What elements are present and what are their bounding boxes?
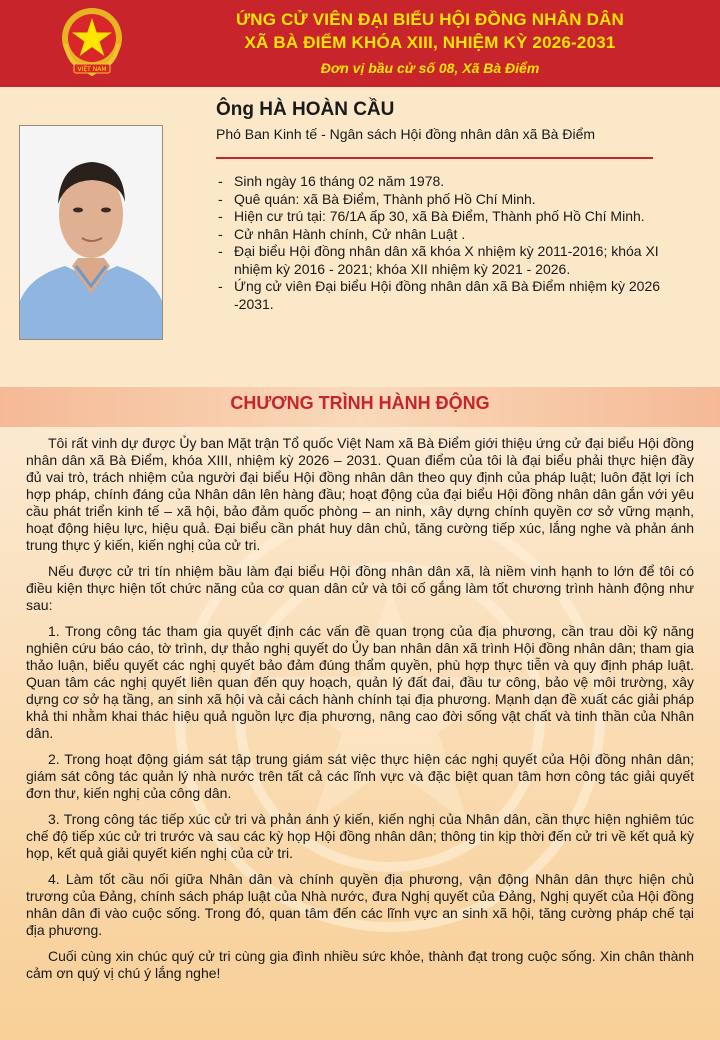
program-item-2: 2. Trong hoạt động giám sát tập trung giám sát việc thực hiện các nghị quyết của Hội đồng nhân dân; giám sát công tác quản lý nhà nước trên tất cả các lĩnh vực và đặc biệt quan tâm hơn công tác giải quyết đơn thư, kiến nghị của công dân.: [26, 751, 694, 801]
program-paragraph: Tôi rất vinh dự được Ủy ban Mặt trận Tổ quốc Việt Nam xã Bà Điểm giới thiệu ứng cử đại biểu Hội đồng nhân dân xã Bà Điểm, khóa XIII, nhiệm kỳ 2026 – 2031. Quan điểm của tôi là đại biểu phải thực hiện đầy đủ vai trò, trách nhiệm của người đại biểu Hội đồng nhân dân theo quy định của pháp luật; luôn đặt lợi ích hợp pháp, chính đáng của Nhân dân lên hàng đầu; hoạt động của đại biểu Hội đồng nhân dân gắn với yêu cầu phát triển kinh tế – xã hội, bảo đảm quốc phòng – an ninh, xây dựng chính quyền cơ sở vững mạnh, hoạt động hiệu lực, hiệu quả. Đại biểu cần phát huy dân chủ, tăng cường tiếp xúc, lắng nghe và phản ánh trung thực ý kiến, kiến nghị của cử tri.: [26, 435, 694, 553]
bio-item-hometown: - Quê quán: xã Bà Điểm, Thành phố Hồ Chí Minh.: [216, 191, 693, 209]
header-subtitle: Đơn vị bầu cử số 08, Xã Bà Điểm: [320, 60, 540, 76]
program-item-1: 1. Trong công tác tham gia quyết định các vấn đề quan trọng của địa phương, cần trau dồi kỹ năng nghiên cứu báo cáo, tờ trình, dự thảo nghị quyết do Ủy ban nhân dân xã trình Hội đồng nhân dân; tham gia thảo luận, biểu quyết các nghị quyết bảo đảm đúng thẩm quyền, phù hợp thực tiễn và quy định pháp luật. Quan tâm các nghị quyết liên quan đến quy hoạch, quản lý đất đai, đầu tư công, bảo vệ môi trường, xây dựng cơ sở hạ tầng, an sinh xã hội và cải cách hành chính tại địa phương. Mạnh dạn đề xuất các giải pháp khả thi nhằm khai thác hiệu quả nguồn lực địa phương, nâng cao đời sống vật chất và tinh thần của Nhân dân.: [26, 623, 694, 741]
candidate-photo: [19, 125, 163, 340]
bio-item-residence: - Hiện cư trú tại: 76/1A ấp 30, xã Bà Điểm, Thành phố Hồ Chí Minh.: [216, 208, 693, 226]
profile-divider: [216, 157, 653, 159]
header-title-line2: XÃ BÀ ĐIỂM KHÓA XIII, NHIỆM KỲ 2026-2031: [244, 33, 616, 52]
bio-item-past-terms: - Đại biểu Hội đồng nhân dân xã khóa X nhiệm kỳ 2011-2016; khóa XI nhiệm kỳ 2016 - 2021; khóa XII nhiệm kỳ 2021 - 2026.: [216, 243, 693, 278]
portrait-image: [20, 126, 162, 339]
bio-list: [216, 173, 693, 313]
program-item-4: 4. Làm tốt cầu nối giữa Nhân dân và chính quyền địa phương, vận động Nhân dân thực hiện chủ trương của Đảng, chính sách pháp luật của Nhà nước, đưa Nghị quyết của Đảng, Nghị quyết của Hội đồng nhân dân đi vào cuộc sống. Trong đó, quan tâm đến các lĩnh vực an sinh xã hội, tăng cường pháp chế tại địa phương.: [26, 871, 694, 938]
header-title-line1: ỨNG CỬ VIÊN ĐẠI BIỂU HỘI ĐỒNG NHÂN DÂN: [235, 10, 625, 29]
bio-item-education: - Cử nhân Hành chính, Cử nhân Luật .: [216, 226, 693, 244]
header-banner: [0, 0, 720, 87]
bio-item-candidacy: - Ứng cử viên Đại biểu Hội đồng nhân dân xã Bà Điểm nhiệm kỳ 2026 -2031.: [216, 278, 693, 313]
program-closing: Cuối cùng xin chúc quý cử tri cùng gia đình nhiều sức khỏe, thành đạt trong cuộc sống. Xin chân thành cảm ơn quý vị chú ý lắng nghe!: [26, 948, 694, 981]
program-item-3: 3. Trong công tác tiếp xúc cử tri và phản ánh ý kiến, kiến nghị của Nhân dân, cần thực hiện nghiêm túc chế độ tiếp xúc cử tri trước và sau các kỳ họp Hội đồng nhân dân; thông tin kịp thời đến cử tri về kết quả kỳ họp, kết quả giải quyết kiến nghị của cử tri.: [26, 811, 694, 861]
program-paragraph: Nếu được cử tri tín nhiệm bầu làm đại biểu Hội đồng nhân dân xã, là niềm vinh hạnh to lớn để tôi có điều kiện thực hiện tốt chức năng của cơ quan dân cử và tôi cố gắng làm tốt chương trình hành động như sau:: [26, 563, 694, 613]
candidate-position: Phó Ban Kinh tế - Ngân sách Hội đồng nhân dân xã Bà Điểm: [216, 126, 596, 142]
program-title: CHƯƠNG TRÌNH HÀNH ĐỘNG: [230, 393, 490, 413]
candidate-name: Ông HÀ HOÀN CẦU: [216, 99, 395, 120]
candidate-profile: [0, 87, 720, 387]
bio-item-birth: - Sinh ngày 16 tháng 02 năm 1978.: [216, 173, 693, 191]
national-emblem-icon: [60, 4, 124, 80]
program-text: [26, 435, 694, 991]
svg-text:VIỆT NAM: VIỆT NAM: [77, 66, 107, 73]
